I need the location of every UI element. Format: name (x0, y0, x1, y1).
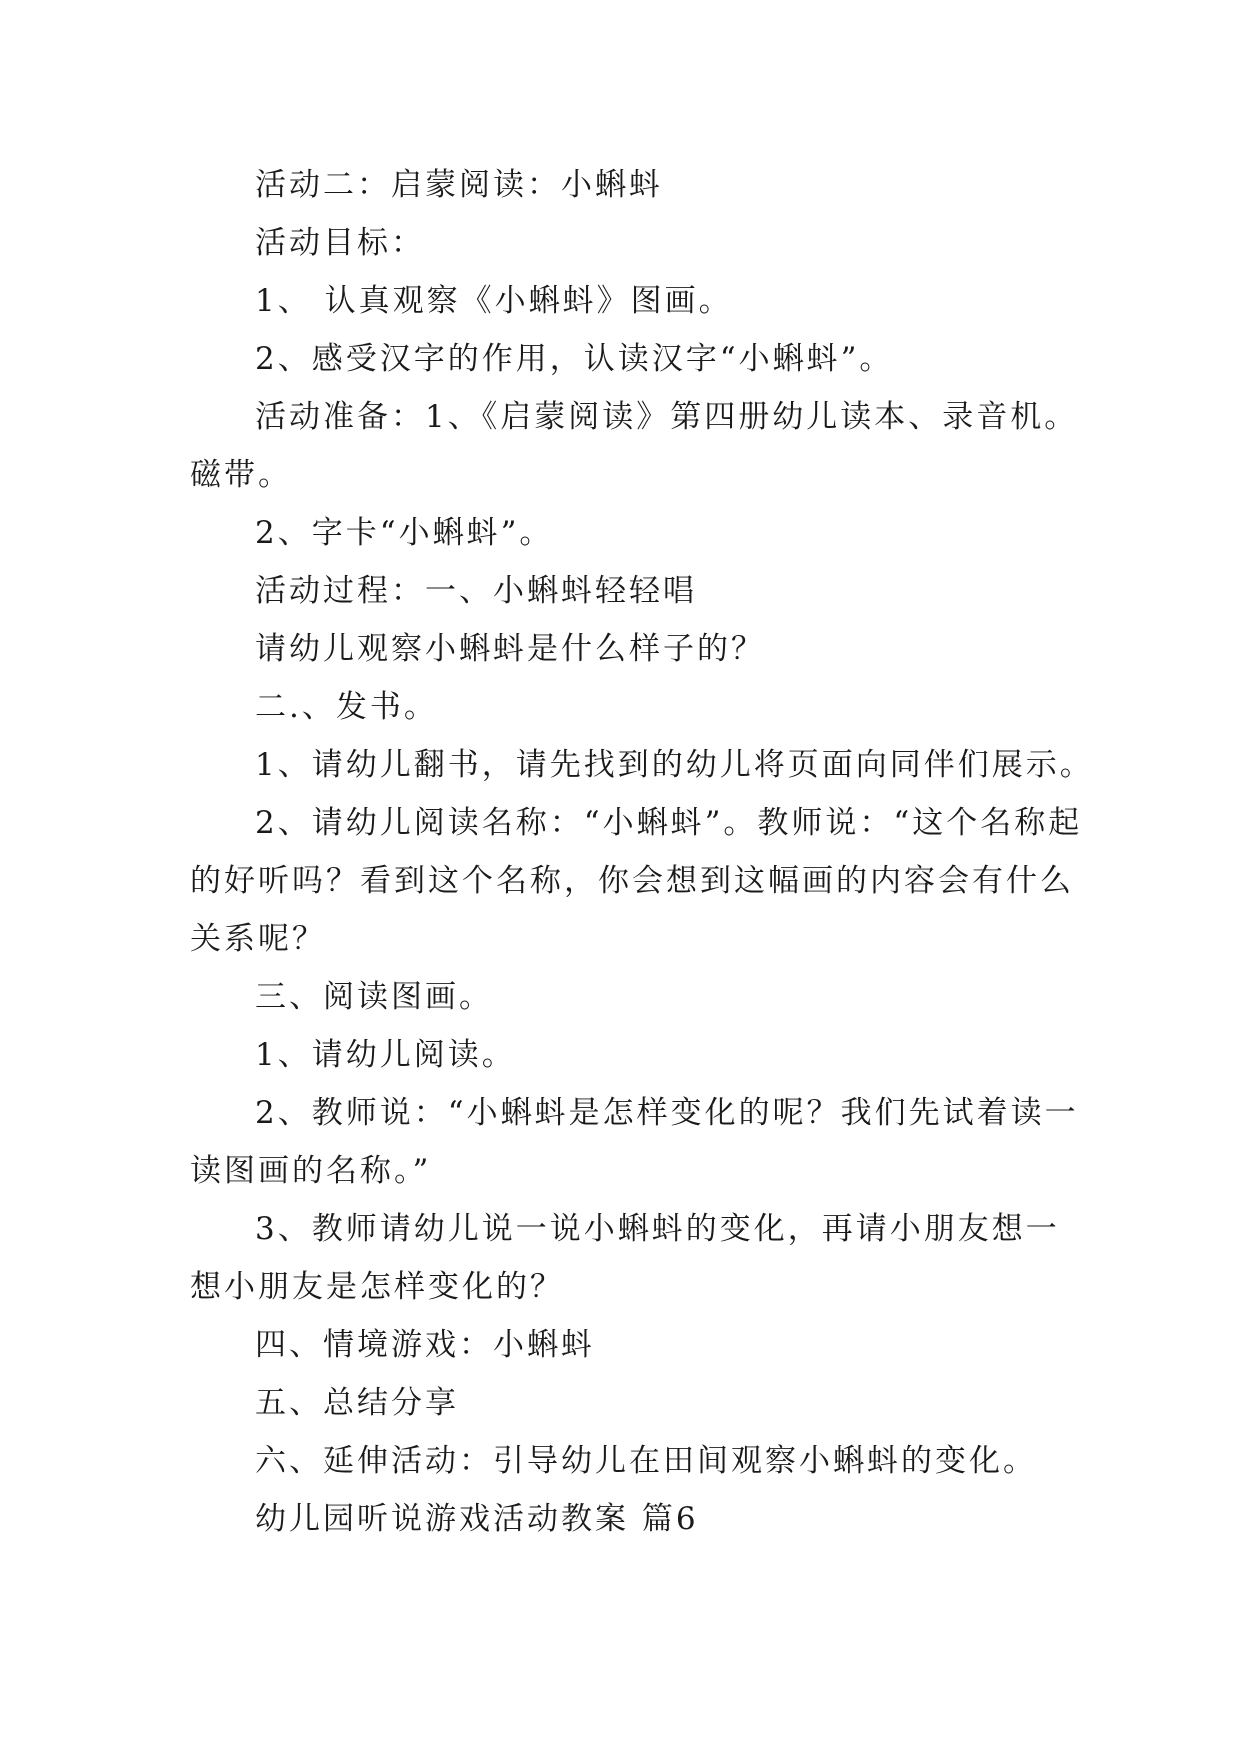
section-four-heading: 四、情境游戏：小蝌蚪 (255, 1327, 595, 1363)
preparation-item-2: 2、字卡“小蝌蚪”。 (255, 515, 554, 551)
section-three-item-1: 1、请幼儿阅读。 (255, 1037, 516, 1073)
goal-item-2: 2、感受汉字的作用，认读汉字“小蝌蚪”。 (255, 341, 894, 377)
section-three-heading: 三、阅读图画。 (255, 979, 493, 1015)
section-two-item-2-line-2: 的好听吗？看到这个名称，你会想到这幅画的内容会有什么 (190, 863, 1074, 899)
section-three-item-2-line-1: 2、教师说：“小蝌蚪是怎样变化的呢？我们先试着读一 (255, 1095, 1079, 1131)
section-two-item-1: 1、请幼儿翻书，请先找到的幼儿将页面向同伴们展示。 (255, 747, 1094, 783)
process-paragraph: 请幼儿观察小蝌蚪是什么样子的？ (255, 631, 765, 667)
section-six-heading: 六、延伸活动：引导幼儿在田间观察小蝌蚪的变化。 (255, 1443, 1037, 1479)
section-three-item-3-line-1: 3、教师请幼儿说一说小蝌蚪的变化，再请小朋友想一 (255, 1211, 1060, 1247)
section-five-heading: 五、总结分享 (255, 1385, 459, 1421)
goal-item-1: 1、 认真观察《小蝌蚪》图画。 (255, 283, 733, 319)
heading-activity-goals: 活动目标： (255, 225, 425, 261)
heading-activity-process: 活动过程：一、小蝌蚪轻轻唱 (255, 573, 697, 609)
preparation-line-1: 活动准备：1、《启蒙阅读》第四册幼儿读本、录音机。 (255, 399, 1079, 435)
section-three-item-2-line-2: 读图画的名称。” (190, 1153, 432, 1189)
next-lesson-title: 幼儿园听说游戏活动教案 篇6 (255, 1501, 699, 1537)
heading-activity-two: 活动二：启蒙阅读：小蝌蚪 (255, 167, 663, 203)
section-two-item-2-line-1: 2、请幼儿阅读名称：“小蝌蚪”。教师说：“这个名称起 (255, 805, 1083, 841)
section-three-item-3-line-2: 想小朋友是怎样变化的？ (190, 1269, 564, 1305)
section-two-heading: 二.、发书。 (255, 689, 438, 725)
preparation-line-2: 磁带。 (190, 457, 292, 493)
section-two-item-2-line-3: 关系呢？ (190, 921, 326, 957)
